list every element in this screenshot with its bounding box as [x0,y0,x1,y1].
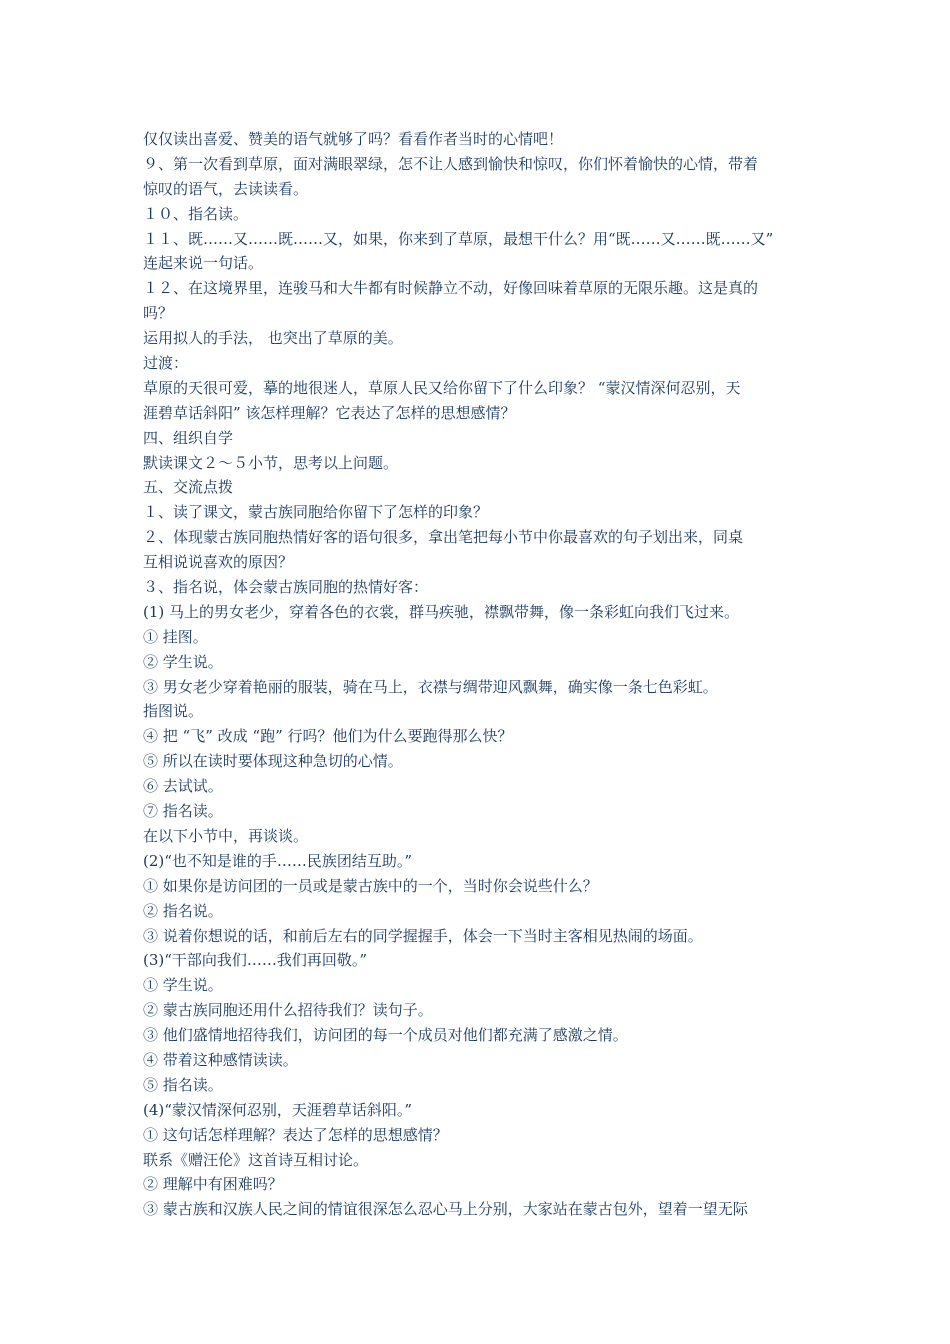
text-line: ① 如果你是访问团的一员或是蒙古族中的一个，当时你会说些什么？ [143,876,598,895]
text-line: １０、指名读。 [143,204,249,223]
text-line: ② 指名说。 [143,901,223,920]
text-line: 五、交流点拨 [143,478,234,497]
text-line: ④ 带着这种感情读读。 [143,1050,298,1069]
text-line: 吗？ [143,304,174,323]
text-line: １２、在这境界里，连骏马和大牛都有时候静立不动，好像回味着草原的无限乐趣。这是真的 [143,279,759,298]
text-line: １、读了课文，蒙古族同胞给你留下了怎样的印象？ [143,503,489,522]
text-line: 指图说。 [143,702,204,721]
document-page [143,127,813,1222]
text-line: ９、第一次看到草原，面对满眼翠绿，怎不让人感到愉快和惊叹，你们怀着愉快的心情，带着 [143,154,759,173]
text-line: 惊叹的语气，去读读看。 [143,179,309,198]
text-line: (2)“也不知是谁的手……民族团结互助。” [143,851,413,870]
text-line: ⑤ 指名读。 [143,1075,223,1094]
text-line: ２、体现蒙古族同胞热情好客的语句很多，拿出笔把每小节中你最喜欢的句子划出来，同桌 [143,528,744,547]
text-line: ① 挂图。 [143,627,208,646]
text-line: ④ 把 “飞” 改成 “跑” 行吗？他们为什么要跑得那么快？ [143,727,513,746]
text-line: ⑦ 指名读。 [143,802,223,821]
text-line: ③ 他们盛情地招待我们，访问团的每一个成员对他们都充满了感激之情。 [143,1026,628,1045]
text-line: 互相说说喜欢的原因？ [143,553,294,572]
text-line: ３、指名说，体会蒙古族同胞的热情好客： [143,578,429,597]
text-line: ② 理解中有困难吗？ [143,1175,283,1194]
text-line: (3)“干部向我们……我们再回敬。” [143,951,368,970]
text-line: ① 这句话怎样理解？表达了怎样的思想感情？ [143,1125,448,1144]
text-line: 过渡： [143,354,189,373]
text-line: ③ 说着你想说的话，和前后左右的同学握握手，体会一下当时主客相见热闹的场面。 [143,926,703,945]
text-line: ⑤ 所以在读时要体现这种急切的心情。 [143,752,403,771]
text-line: 连起来说一句话。 [143,254,264,273]
text-line: ③ 蒙古族和汉族人民之间的情谊很深怎么忍心马上分别，大家站在蒙古包外，望着一望无际 [143,1200,748,1219]
text-line: 四、组织自学 [143,428,234,447]
text-line: 默读课文２～５小节，思考以上问题。 [143,453,399,472]
text-line: ② 学生说。 [143,652,223,671]
text-line: (1) 马上的男女老少，穿着各色的衣裳，群马疾驰，襟飘带舞，像一条彩虹向我们飞过来。 [143,602,740,621]
text-line: 联系《赠汪伦》这首诗互相讨论。 [143,1150,369,1169]
text-line: ② 蒙古族同胞还用什么招待我们？读句子。 [143,1001,433,1020]
text-line: ⑥ 去试试。 [143,777,223,796]
text-line: 草原的天很可爱，摹的地很迷人，草原人民又给你留下了什么印象？ “蒙汉情深何忍别，天 [143,378,741,397]
text-line: １１、既……又……既……又，如果，你来到了草原，最想干什么？用“既……又……既……又” [143,229,774,248]
text-line: 在以下小节中，再谈谈。 [143,826,309,845]
text-line: ③ 男女老少穿着艳丽的服装，骑在马上，衣襟与绸带迎风飘舞，确实像一条七色彩虹。 [143,677,718,696]
text-line: (4)“蒙汉情深何忍别，天涯碧草话斜阳。” [143,1100,413,1119]
text-line: ① 学生说。 [143,976,223,995]
text-line: 运用拟人的手法， 也突出了草原的美。 [143,329,403,348]
text-line: 涯碧草话斜阳” 该怎样理解？它表达了怎样的思想感情？ [143,403,516,422]
text-line: 仅仅读出喜爱、赞美的语气就够了吗？看看作者当时的心情吧！ [143,130,564,148]
